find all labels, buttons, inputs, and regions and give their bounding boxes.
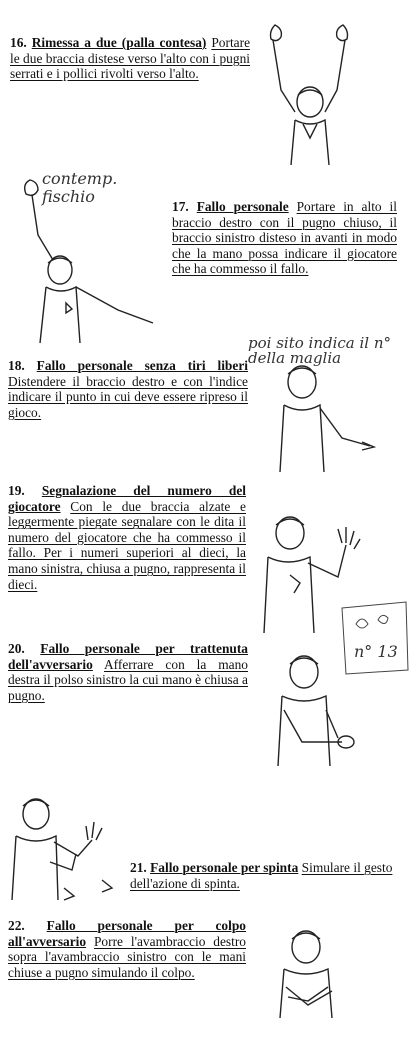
entry-title: Rimessa a due (palla contesa) (31, 35, 207, 50)
entry-body: Portare in alto il braccio destro con il pugno chiuso, il braccio sinistro disteso in avanti in modo che la mano possa indicare il giocatore che ha commesso il fallo. (172, 199, 397, 277)
entry-body: Portare le due braccia distese verso l'alto con i pugni serrati e i pollici rivolti verso l'alto. (10, 35, 251, 82)
entry-title: Fallo personale (196, 199, 289, 214)
handwritten-note-13: n° 13 (354, 642, 398, 661)
referee-figure-16 (255, 20, 365, 170)
entry-17 (172, 199, 397, 277)
entry-title: Fallo personale per trattenuta dell'avversario (8, 641, 248, 672)
entry-number: 19. (8, 483, 25, 498)
entry-number: 22. (8, 918, 25, 933)
entry-title: Segnalazione del numero del giocatore (8, 483, 246, 514)
entry-body: Afferrare con la mano destra il polso sinistro la cui mano è chiusa a pugno. (8, 656, 248, 703)
handwritten-note-maglia: poi sito indica il n° della maglia (248, 334, 392, 367)
referee-figure-22 (262, 925, 362, 1020)
referee-figure-20 (262, 650, 372, 768)
entry-body: Simulare il gesto dell'azione di spinta. (130, 860, 393, 891)
entry-title: Fallo personale per colpo all'avversario (8, 918, 246, 949)
entry-number: 18. (8, 358, 25, 373)
entry-20 (8, 641, 248, 703)
entry-18 (8, 358, 248, 420)
entry-body: Porre l'avambraccio destro sopra l'avambraccio sinistro con le mani chiuse a pugno simulando il colpo. (8, 933, 246, 980)
entry-body: Distendere il braccio destro e con l'indice indicare il punto in cui deve essere ripreso il gioco. (8, 373, 248, 420)
entry-title: Fallo personale senza tiri liberi (36, 358, 248, 373)
entry-number: 20. (8, 641, 25, 656)
entry-16 (10, 35, 250, 82)
entry-21 (130, 860, 400, 891)
entry-number: 21. (130, 860, 147, 875)
entry-22 (8, 918, 246, 980)
entry-number: 17. (172, 199, 189, 214)
entry-19 (8, 483, 246, 592)
entry-title: Fallo personale per spinta (150, 860, 299, 875)
entry-number: 16. (10, 35, 27, 50)
referee-figure-21 (6, 792, 124, 902)
referee-figure-18 (262, 360, 382, 475)
entry-body: Con le due braccia alzate e leggermente piegate segnalare con le dita il numero del giocatore che ha commesso il fallo. Per i numeri superiori al dieci, la mano sinistra, chiusa a pugno, rappresenta il dieci. (8, 498, 246, 592)
handwritten-note-fischio: contemp. fischio (42, 169, 118, 206)
